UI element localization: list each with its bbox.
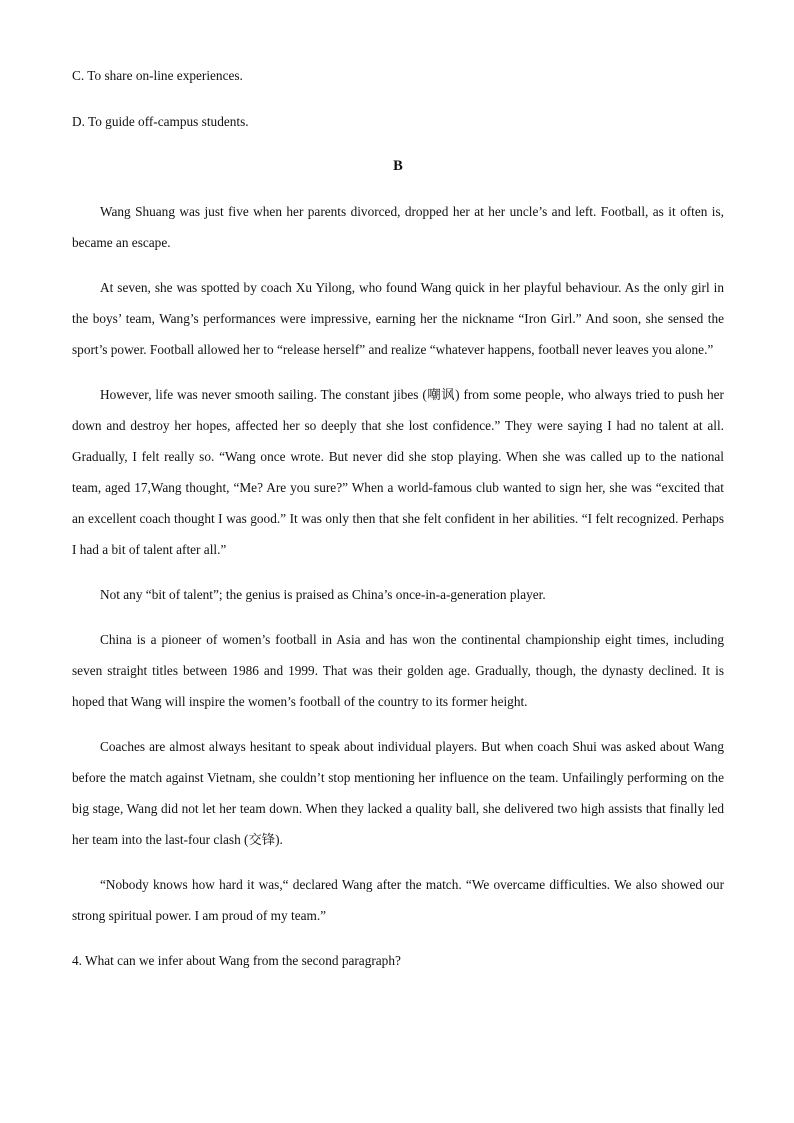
document-page	[72, 60, 724, 976]
passage-paragraph-6: Coaches are almost always hesitant to speak about individual players. But when coach Shui was asked about Wang before the match against Vietnam, she couldn’t stop mentioning her influence on the team. Unfailingly performing on the big stage, Wang did not let her team down. When they lacked a quality ball, she delivered two high assists that finally led her team into the last-four clash (交锋).	[72, 739, 724, 847]
passage-paragraph-4: Not any “bit of talent”; the genius is praised as China’s once-in-a-generation player.	[100, 587, 546, 602]
answer-option-d: D. To guide off-campus students.	[72, 114, 249, 129]
passage-paragraph-2: At seven, she was spotted by coach Xu Yilong, who found Wang quick in her playful behaviour. As the only girl in the boys’ team, Wang’s performances were impressive, earning her the nickname “Iron Girl.” And soon, she sensed the sport’s power. Football allowed her to “release herself” and realize “whatever happens, football never leaves you alone.”	[72, 280, 724, 357]
passage-paragraph-1: Wang Shuang was just five when her parents divorced, dropped her at her uncle’s and left. Football, as it often is, became an escape.	[72, 204, 724, 250]
question-4: 4. What can we infer about Wang from the second paragraph?	[72, 953, 401, 968]
answer-option-c: C. To share on-line experiences.	[72, 68, 243, 83]
passage-paragraph-3: However, life was never smooth sailing. The constant jibes (嘲讽) from some people, who always tried to push her down and destroy her hopes, affected her so deeply that she lost confidence.” They were saying I had no talent at all. Gradually, I felt really so. “Wang once wrote. But never did she stop playing. When she was called up to the national team, aged 17,Wang thought, “Me? Are you sure?” When a world-famous club wanted to sign her, she was “excited that an excellent coach thought I was good.” It was only then that she felt confident in her abilities. “I felt recognized. Perhaps I had a bit of talent after all.”	[72, 387, 724, 557]
passage-paragraph-5: China is a pioneer of women’s football in Asia and has won the continental championship eight times, including seven straight titles between 1986 and 1999. That was their golden age. Gradually, though, the dynasty declined. It is hoped that Wang will inspire the women’s football of the country to its former height.	[72, 632, 724, 709]
passage-paragraph-7: “Nobody knows how hard it was,“ declared Wang after the match. “We overcame difficulties. We also showed our strong spiritual power. I am proud of my team.”	[72, 877, 724, 923]
section-title: B	[393, 158, 403, 174]
